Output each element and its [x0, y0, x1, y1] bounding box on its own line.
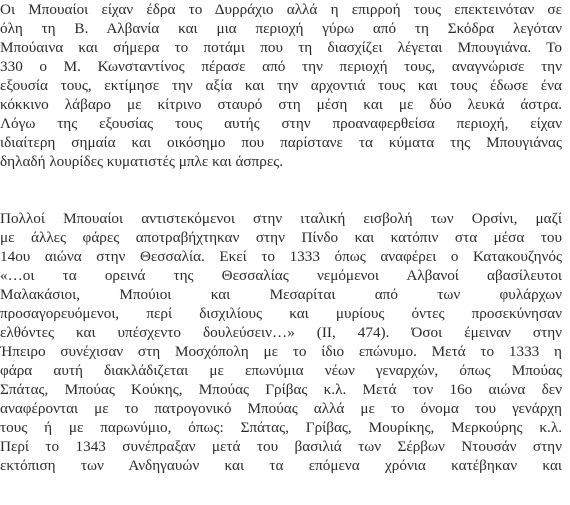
text-line: ελθόντες και υπέσχεντο δουλεύσειν…» (ΙΙ, 474). Όσοι έμειναν στην — [0, 324, 562, 341]
text-line: Πολλοί Μπουαίοι αντιστεκόμενοι στην ιταλική εισβολή των Ορσίνι, μαζί — [0, 210, 562, 227]
text-line: Οι Μπουαίοι είχαν έδρα το Δυρράχιο αλλά η επιρροή τους επεκτεινόταν σε — [0, 1, 562, 18]
paragraph-bua-migration — [0, 209, 562, 475]
text-line: εκτόπιση των Ανδηγαυών και τα επόμενα χρόνια κατέβηκαν και — [0, 457, 562, 474]
text-line: εξουσία τους, εκτίμησε την αξία και την αρχοντιά τους και τους έδωσε ένα — [0, 77, 562, 94]
text-line: τους ή με παρωνύμιο, όπως: Σπάτας, Γρίβας, Μουρίκης, Μερκούρης κ.λ. — [0, 419, 562, 436]
text-line: Περί το 1343 συνέπραξαν μετά του βασιλιά των Σέρβων Ντουσάν στην — [0, 438, 562, 455]
text-line: με άλλες φάρες αποτραβήχτηκαν στην Πίνδο και κατόπιν στα μέσα του — [0, 229, 562, 246]
text-line: 14ου αιώνα στην Θεσσαλία. Εκεί το 1333 όπως αναφέρει ο Κατακουζηνός — [0, 248, 562, 265]
text-line: Μαλακάσιοι, Μπούιοι και Μεσαρίται από των φυλάρχων — [0, 286, 562, 303]
text-line: ιδιαίτερη σημαία και οικόσημο που παρίστανε τα κύματα της Μπουγιάνας — [0, 134, 562, 151]
text-line: φάρα αυτή διακλάδιζεται με επωνύμια νέων γεναρχών, όπως Μπούας — [0, 362, 562, 379]
paragraph-bua-origins — [0, 0, 562, 171]
text-line: δηλαδή λουρίδες κυματιστές μπλε και άσπρες. — [0, 153, 284, 170]
text-line: Σπάτας, Μπούας Κούκης, Μπούας Γρίβας κ.λ. Μετά τον 16ο αιώνα δεν — [0, 381, 562, 398]
text-line: αναφέρονται με το πατρογονικό Μπούας αλλά με το όνομα του γενάρχη — [0, 400, 562, 417]
text-line: «…οι τα ορεινά της Θεσσαλίας νεμόμενοι Αλβανοί αβασίλευτοι — [0, 267, 562, 284]
text-line: Ήπειρο συνέχισαν στη Μοσχόπολη με το ίδιο επώνυμο. Μετά το 1333 η — [0, 343, 562, 360]
text-line: κόκκινο λάβαρο με κίτρινο σταυρό στη μέση και με δύο λευκά άστρα. — [0, 96, 562, 113]
text-line: Μπούαινα και σήμερα το ποτάμι που τη διασχίζει λέγεται Μπουγιάνα. Το — [0, 39, 562, 56]
text-line: όλη τη Β. Αλβανία και μια περιοχή γύρω από τη Σκόδρα λεγόταν — [0, 20, 562, 37]
text-line: 330 ο Μ. Κωνσταντίνος πέρασε από την περιοχή τους, αναγνώρισε την — [0, 58, 562, 75]
text-line: Λόγω της εξουσίας τους αυτής στην προαναφερθείσα περιοχή, είχαν — [0, 115, 562, 132]
text-line: προσαγορευόμενοι, περί δισχιλίους και μυρίους όντες προσεκύνησαν — [0, 305, 562, 322]
